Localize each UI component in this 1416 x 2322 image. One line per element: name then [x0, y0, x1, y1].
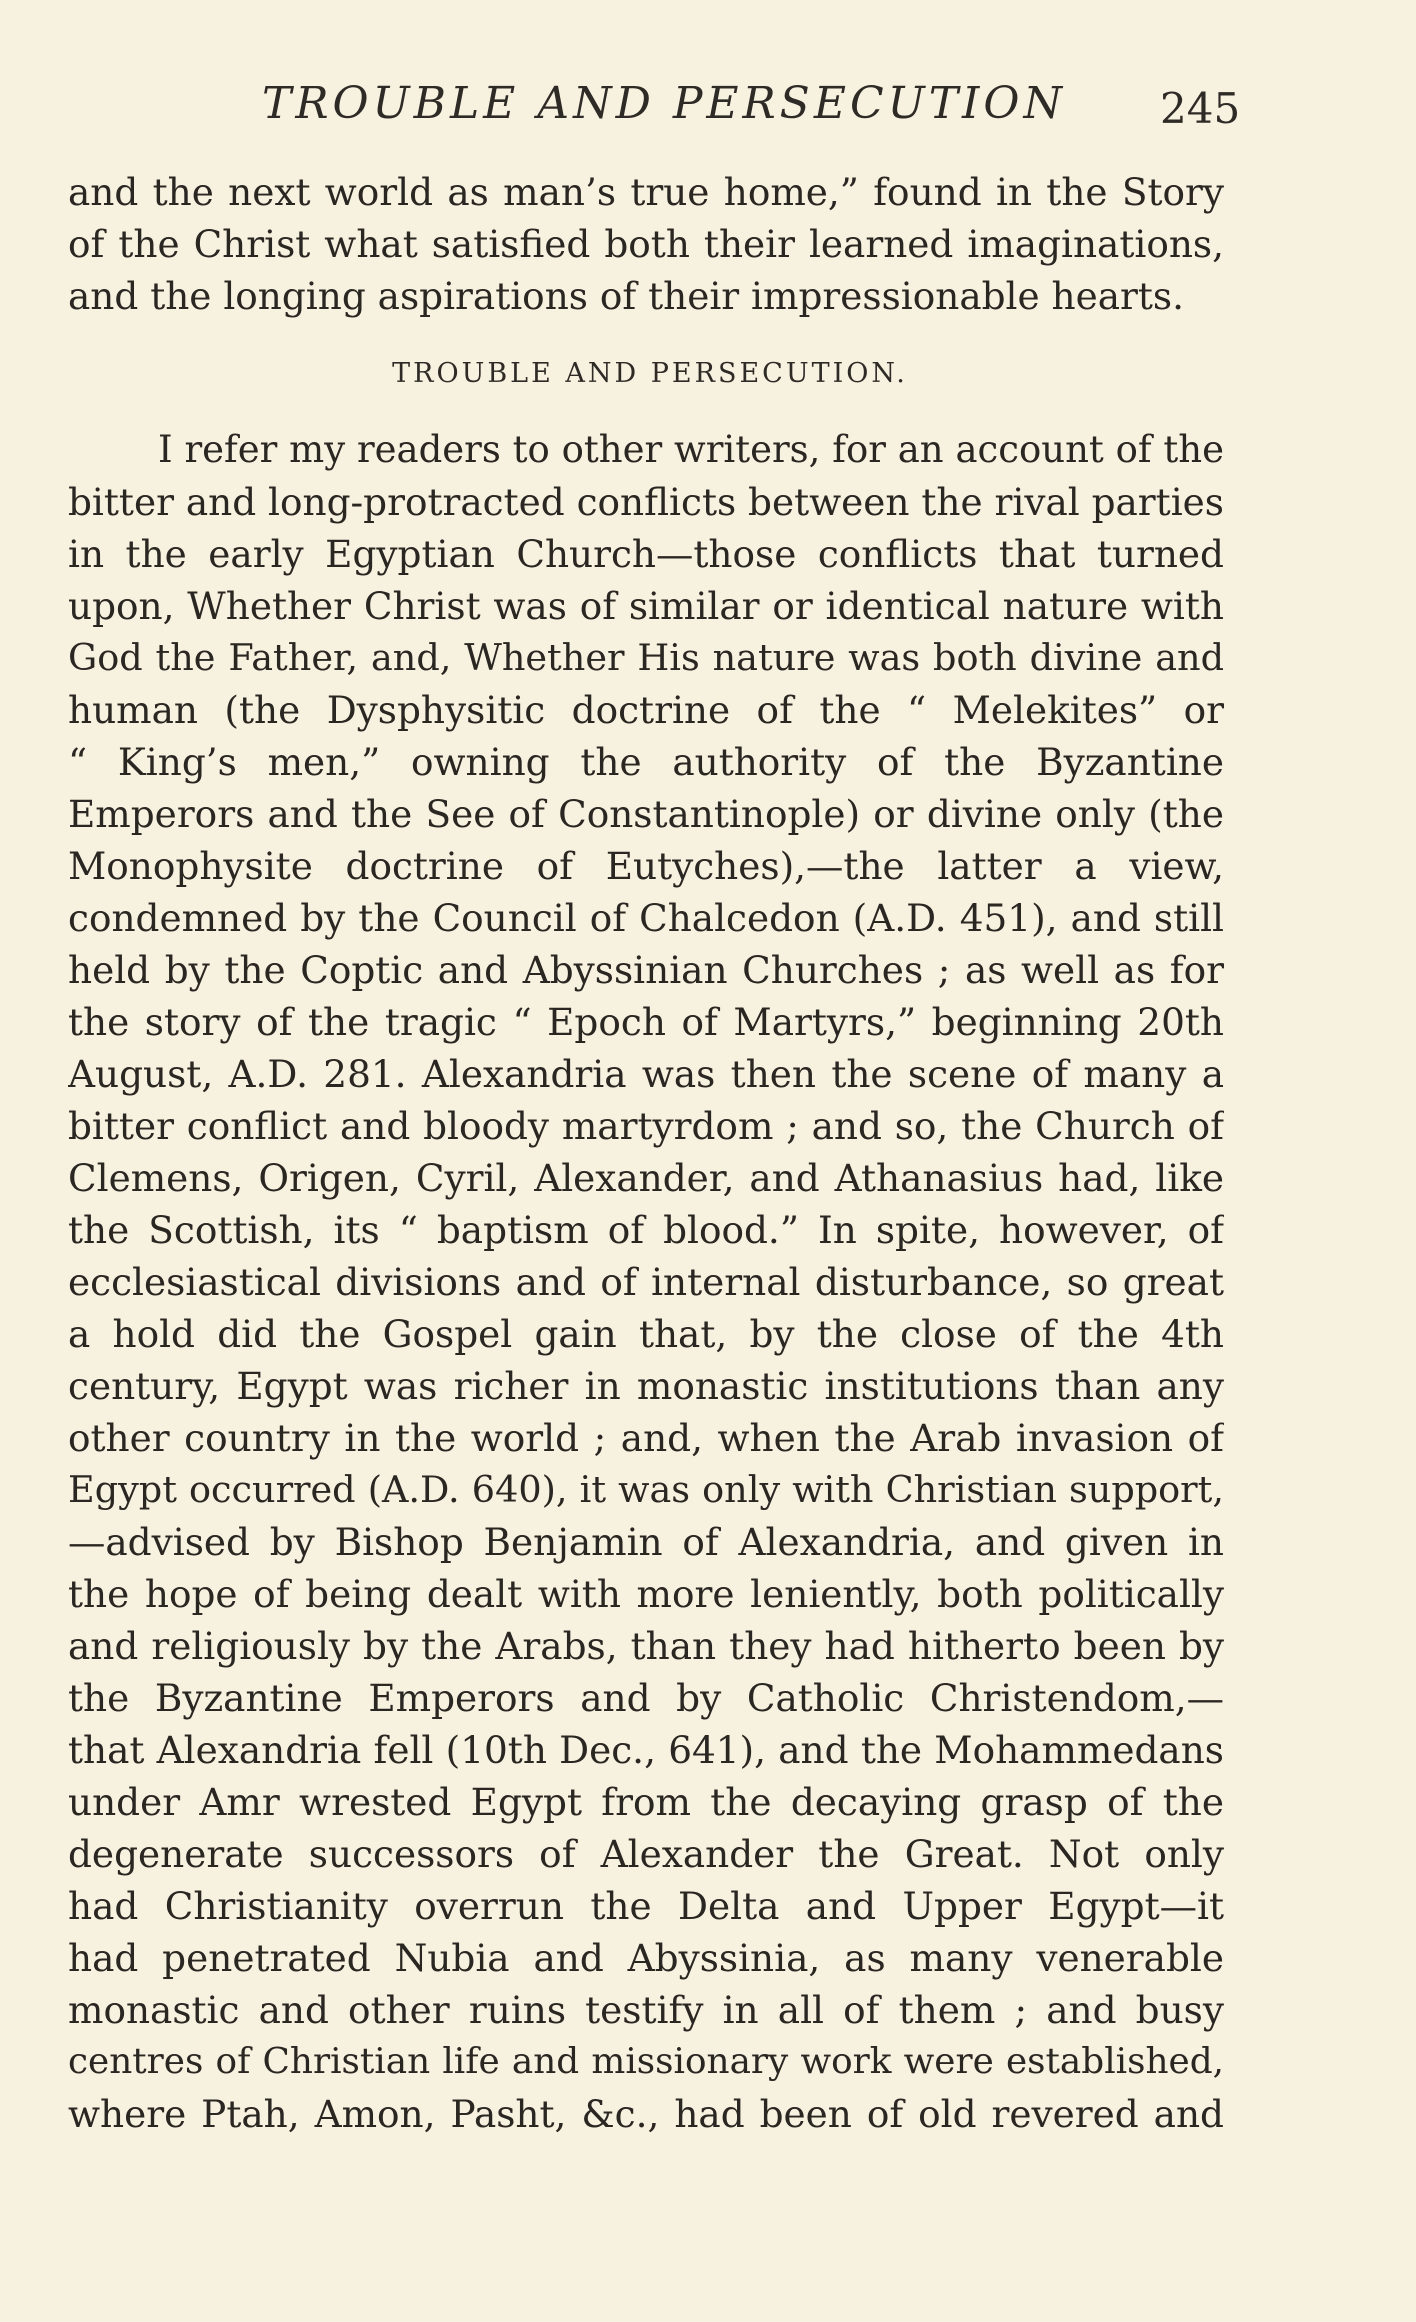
text-line: a hold did the Gospel gain that, by the close of the 4th: [68, 1312, 1224, 1356]
text-line: Egypt occurred (A.D. 640), it was only with Christian support,: [68, 1468, 1224, 1511]
text-line: God the Father, and, Whether His nature was both divine and: [68, 636, 1224, 679]
text-line: August, A.D. 281. Alexandria was then the scene of many a: [68, 1052, 1224, 1096]
text-line: Monophysite doctrine of Eutyches),—the latter a view,: [68, 844, 1224, 888]
text-line: other country in the world ; and, when the Arab invasion of: [68, 1416, 1224, 1460]
text-line: condemned by the Council of Chalcedon (A.D. 451), and still: [68, 896, 1224, 940]
text-line: centres of Christian life and missionary work were established,: [68, 2041, 1224, 2082]
text-line: had Christianity overrun the Delta and Upper Egypt—it: [68, 1884, 1224, 1928]
text-line: degenerate successors of Alexander the Great. Not only: [68, 1832, 1224, 1876]
text-line: ecclesiastical divisions and of internal disturbance, so great: [68, 1260, 1224, 1304]
text-line: bitter and long-protracted conflicts between the rival parties: [68, 480, 1224, 524]
text-line: I refer my readers to other writers, for an account of the: [158, 428, 1224, 471]
section-heading: TROUBLE AND PERSECUTION.: [392, 358, 908, 389]
text-line: the Byzantine Emperors and by Catholic Christendom,—: [68, 1676, 1224, 1720]
text-line: the hope of being dealt with more leniently, both politically: [68, 1572, 1224, 1616]
text-line: had penetrated Nubia and Abyssinia, as many venerable: [68, 1936, 1224, 1980]
page-number: 245: [1160, 84, 1241, 133]
text-line: bitter conflict and bloody martyrdom ; and so, the Church of: [68, 1104, 1224, 1148]
running-head: TROUBLE AND PERSECUTION: [262, 78, 1066, 129]
text-line: Clemens, Origen, Cyril, Alexander, and Athanasius had, like: [68, 1156, 1224, 1200]
text-line: human (the Dysphysitic doctrine of the “ Melekites” or: [68, 688, 1224, 732]
text-line: and religiously by the Arabs, than they had hitherto been by: [68, 1624, 1224, 1668]
text-line: and the longing aspirations of their impressionable hearts.: [68, 274, 1184, 318]
text-line: monastic and other ruins testify in all of them ; and busy: [68, 1988, 1224, 2032]
text-line: the Scottish, its “ baptism of blood.” In spite, however, of: [68, 1208, 1224, 1252]
text-line: century, Egypt was richer in monastic institutions than any: [68, 1364, 1224, 1408]
text-line: under Amr wrested Egypt from the decaying grasp of the: [68, 1780, 1224, 1824]
text-line: —advised by Bishop Benjamin of Alexandria, and given in: [68, 1520, 1224, 1564]
text-line: of the Christ what satisfied both their learned imaginations,: [68, 222, 1224, 266]
text-line: that Alexandria fell (10th Dec., 641), and the Mohammedans: [68, 1728, 1224, 1772]
text-line: “ King’s men,” owning the authority of the Byzantine: [68, 740, 1224, 784]
text-line: the story of the tragic “ Epoch of Martyrs,” beginning 20th: [68, 1000, 1224, 1044]
text-line: in the early Egyptian Church—those conflicts that turned: [68, 532, 1224, 576]
text-line: where Ptah, Amon, Pasht, &c., had been of old revered and: [68, 2092, 1224, 2136]
text-line: held by the Coptic and Abyssinian Churches ; as well as for: [68, 948, 1224, 992]
text-line: Emperors and the See of Constantinople) or divine only (the: [68, 792, 1224, 836]
text-line: upon, Whether Christ was of similar or identical nature with: [68, 584, 1224, 628]
text-line: and the next world as man’s true home,” found in the Story: [68, 170, 1224, 214]
